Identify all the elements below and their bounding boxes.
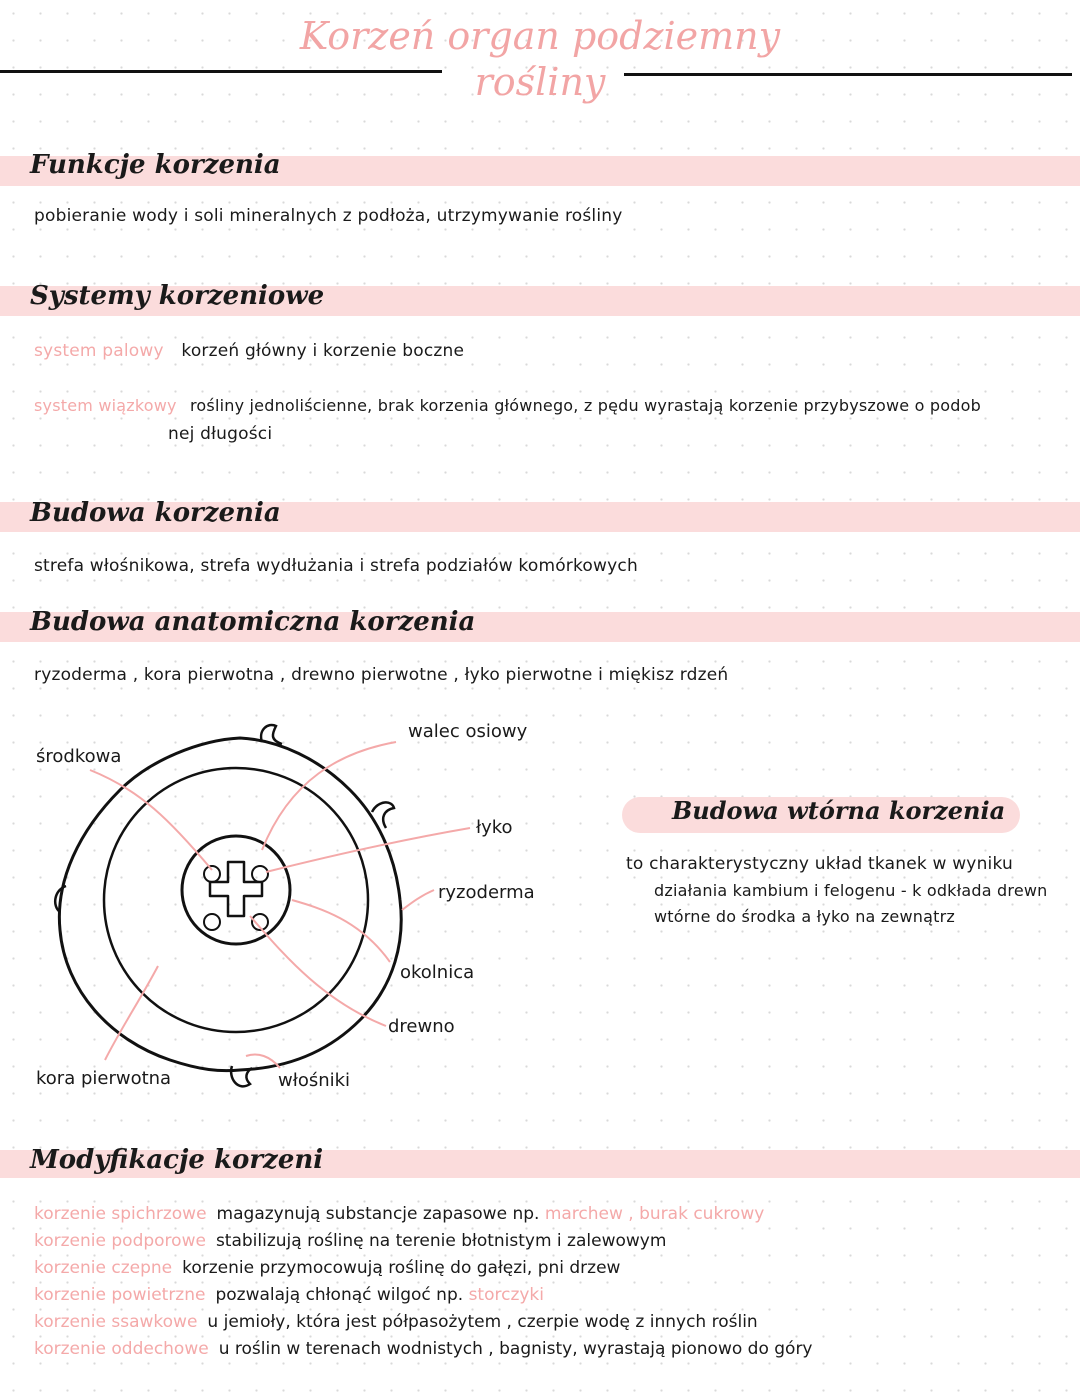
heading-wtorna: Budowa wtórna korzenia (672, 796, 1006, 825)
label-wlosniki: włośniki (278, 1070, 351, 1091)
text-wtorna-line3: wtórne do środka a łyko na zewnątrz (654, 907, 955, 926)
list-item (34, 1312, 758, 1332)
text-system-wiazkowy-cont: nej długości (168, 424, 273, 444)
mod-term: korzenie powietrzne (34, 1285, 206, 1305)
mod-text: pozwalają chłonąć wilgoć np. (215, 1285, 469, 1305)
page-title: Korzeń organ podziemny (299, 14, 781, 58)
leader-ryzoderma (402, 890, 434, 910)
label-okolnica: okolnica (400, 962, 475, 983)
text-funkcje: pobieranie wody i soli mineralnych z podłoża, utrzymywanie rośliny (34, 206, 623, 226)
rhizodermis-outline (59, 738, 401, 1071)
mod-term: korzenie spichrzowe (34, 1204, 207, 1224)
text-wtorna-line1: to charakterystyczny układ tkanek w wyniku (626, 854, 1013, 874)
mod-term: korzenie ssawkowe (34, 1312, 198, 1332)
mod-text: korzenie przymocowują roślinę do gałęzi, pni drzew (182, 1258, 621, 1278)
text-system-palowy: korzeń główny i korzenie boczne (181, 341, 465, 361)
list-item (34, 1204, 764, 1224)
mod-term: korzenie oddechowe (34, 1339, 209, 1359)
page-title-line2: rośliny (474, 60, 606, 104)
list-item (34, 1231, 666, 1251)
term-system-palowy: system palowy (34, 341, 164, 361)
leader-okolnica (292, 900, 390, 962)
system-wiazkowy-row (34, 396, 981, 415)
label-lyko: łyko (476, 817, 513, 838)
mod-text: magazynują substancje zapasowe np. (216, 1204, 545, 1224)
mod-term: korzenie podporowe (34, 1231, 206, 1251)
term-system-wiazkowy: system wiązkowy (34, 396, 177, 415)
leader-walec (262, 742, 396, 850)
mod-text: u jemioły, która jest półpasożytem , czerpie wodę z innych roślin (207, 1312, 758, 1332)
mod-example: storczyki (468, 1285, 544, 1305)
label-srodkowa: środkowa (36, 746, 122, 767)
phloem-2 (252, 866, 268, 882)
mod-term: korzenie czepne (34, 1258, 173, 1278)
phloem-3 (204, 914, 220, 930)
stele-circle (182, 836, 290, 944)
label-ryzoderma: ryzoderma (438, 882, 535, 903)
list-item (34, 1285, 544, 1305)
heading-modyfikacje: Modyfikacje korzeni (30, 1145, 324, 1175)
label-walec-osiowy: walec osiowy (408, 721, 528, 742)
text-wtorna-line2: działania kambium i felogenu - k odkłada drewn (654, 881, 1048, 900)
mod-example: marchew , burak cukrowy (544, 1204, 765, 1224)
heading-budowa: Budowa korzenia (30, 498, 281, 528)
phloem-1 (204, 866, 220, 882)
label-drewno: drewno (388, 1016, 455, 1037)
list-item (34, 1258, 620, 1278)
heading-systemy: Systemy korzeniowe (30, 281, 325, 311)
leader-lyko (266, 828, 470, 872)
system-palowy-row (34, 341, 464, 361)
heading-funkcje: Funkcje korzenia (30, 150, 281, 180)
list-item (34, 1339, 813, 1359)
mod-text: stabilizują roślinę na terenie błotnistym i zalewowym (215, 1231, 667, 1251)
text-anatomiczna: ryzoderma , kora pierwotna , drewno pierwotne , łyko pierwotne i miękisz rdzeń (34, 665, 729, 685)
label-kora-pierwotna: kora pierwotna (36, 1068, 172, 1089)
text-system-wiazkowy: rośliny jednoliścienne, brak korzenia głównego, z pędu wyrastają korzenie przybyszowe o podob (190, 396, 981, 415)
xylem-cross (210, 862, 262, 916)
mod-text: u roślin w terenach wodnistych , bagnisty, wyrastają pionowo do góry (218, 1339, 813, 1359)
heading-anatomiczna: Budowa anatomiczna korzenia (30, 607, 476, 637)
text-budowa: strefa włośnikowa, strefa wydłużania i strefa podziałów komórkowych (34, 556, 638, 576)
